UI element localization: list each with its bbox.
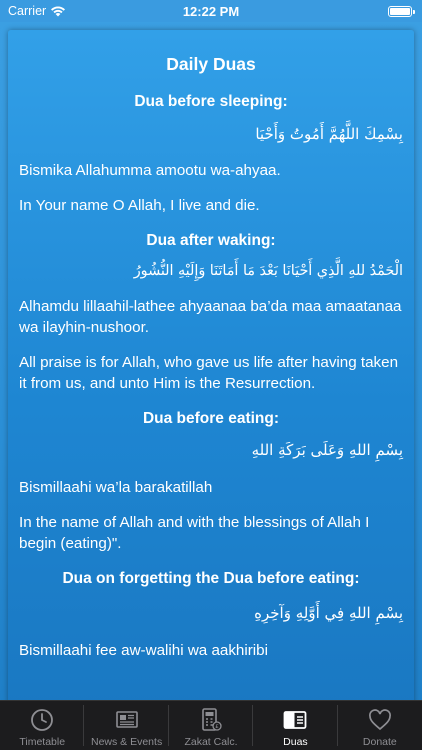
dua-transliteration: Bismika Allahumma amootu wa-ahyaa.: [19, 162, 281, 179]
calculator-icon: [197, 708, 225, 732]
dua-arabic: بِسْمِ اللهِ فِي أَوَّلِهِ وَآخِرِهِ: [254, 604, 403, 622]
tab-duas[interactable]: [253, 701, 337, 750]
status-time: 12:22 PM: [182, 3, 240, 19]
dua-transliteration: Alhamdu lillaahil-lathee ahyaanaa ba’da maa amaatanaa wa ilayhin-nushoor.: [19, 298, 402, 336]
tab-zakat-calc[interactable]: [169, 701, 253, 750]
heart-icon: [366, 708, 394, 732]
tab-label: Duas: [283, 736, 308, 748]
tab-timetable[interactable]: [0, 701, 84, 750]
dua-arabic: الْحَمْدُ للهِ الَّذِي أَحْيَانَا بَعْدَ مَا أَمَاتَنَا وَإِلَيْهِ النُّشُورُ: [133, 263, 403, 279]
wifi-icon: [50, 5, 66, 17]
duas-content[interactable]: [0, 22, 422, 700]
dua-translation: In the name of Allah and with the blessings of Allah I begin (eating)".: [19, 514, 370, 552]
duas-card: [8, 30, 414, 700]
clock-icon: [28, 708, 56, 732]
svg-text:£: £: [215, 724, 219, 731]
tab-bar: [0, 700, 422, 750]
dua-title: Dua on forgetting the Dua before eating:: [62, 570, 360, 587]
newspaper-icon: [113, 708, 141, 732]
tab-label: Donate: [362, 736, 397, 748]
status-bar: [0, 0, 422, 22]
dua-title: Dua before sleeping:: [134, 93, 288, 110]
carrier-label: Carrier: [8, 4, 47, 18]
dua-title: Dua before eating:: [142, 410, 280, 427]
dua-title: Dua after waking:: [146, 232, 276, 249]
tab-news-events[interactable]: [84, 701, 168, 750]
dua-section-waking: [19, 232, 403, 394]
dua-section-forgetting: [19, 570, 403, 661]
dua-translation: In Your name O Allah, I live and die.: [19, 197, 260, 214]
status-left: [8, 4, 66, 18]
tab-label: Timetable: [19, 736, 66, 748]
page-title: Daily Duas: [166, 54, 256, 74]
dua-section-sleeping: [19, 93, 403, 216]
battery-icon: [388, 6, 412, 17]
book-icon: [281, 708, 309, 732]
tab-label: Zakat Calc.: [184, 736, 238, 748]
dua-arabic: بِسْمِ اللهِ وَعَلَى بَرَكَةِ اللهِ: [251, 441, 403, 459]
dua-transliteration: Bismillaahi fee aw-walihi wa aakhiribi: [19, 642, 269, 659]
tab-label: News & Events: [91, 736, 163, 748]
dua-arabic: بِسْمِكَ اللَّهُمَّ أَمُوتُ وَأَحْيَا: [255, 125, 403, 143]
dua-translation: All praise is for Allah, who gave us life after having taken it from us, and unto Him is the Resurrection.: [19, 354, 399, 392]
dua-section-before-eating: [19, 410, 403, 554]
tab-donate[interactable]: [338, 701, 422, 750]
dua-transliteration: Bismillaahi wa’la barakatillah: [19, 479, 213, 496]
